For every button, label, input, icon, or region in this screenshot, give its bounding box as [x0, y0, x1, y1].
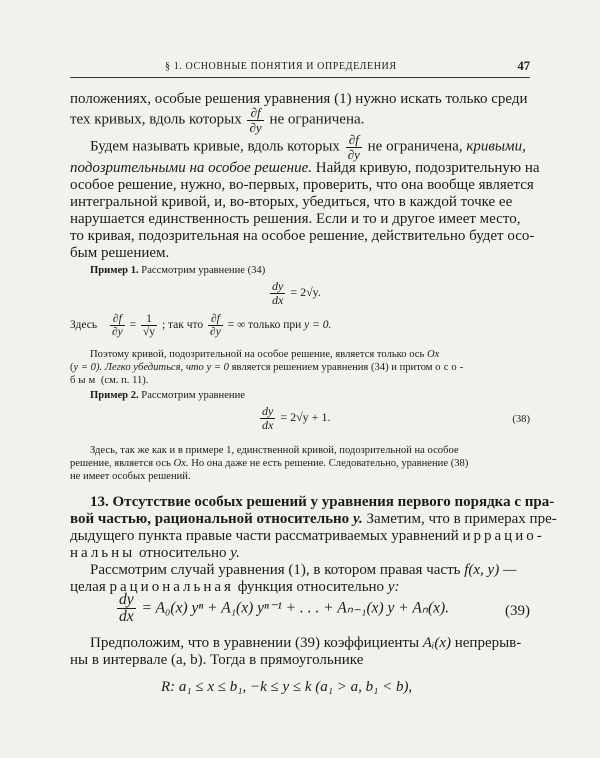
axis-ox: Ox: [427, 349, 440, 360]
example1-label: Пример 1.: [90, 265, 139, 276]
section13-line7: [90, 635, 521, 652]
example2-line1: Здесь, так же как и в примере 1, единственной кривой, подозрительной на особое: [90, 445, 459, 456]
denominator: √y: [143, 326, 156, 339]
so-that-text: ; так что: [161, 319, 204, 332]
para2-line2-text: Найдя кривую, подозрительную на: [315, 160, 540, 176]
section13-heading-var: y.: [352, 511, 363, 527]
numerator: 1: [141, 313, 157, 326]
denominator: ∂y: [347, 146, 360, 162]
fraction-df-dy-4: [208, 313, 223, 338]
equals-sign: =: [129, 319, 137, 332]
para2-line6: то кривая, подозрительная на особое решение, действительно будет осо-: [70, 228, 535, 244]
para1-line2-text: тех кривых, вдоль которых: [70, 111, 242, 128]
section13-line2: [70, 511, 557, 528]
section13-line8: ны в интервале (a, b). Тогда в прямоугольнике: [70, 652, 364, 668]
example1-intro: [90, 264, 265, 277]
para2-line1: [90, 133, 526, 161]
section13-line3: [70, 528, 545, 545]
denominator: dx: [272, 292, 284, 307]
para1-line2: [70, 106, 364, 134]
header-rule: [70, 77, 530, 78]
function-f: f(x, y) —: [464, 562, 517, 578]
example1-para-line2: [70, 361, 466, 374]
numerator: ∂f: [250, 105, 261, 120]
spaced-nalny: нальны: [70, 545, 136, 561]
example1-here-line: [70, 313, 331, 338]
example1-text: Рассмотрим уравнение (34): [141, 265, 266, 276]
example1-p1: Поэтому кривой, подозрительной на особое решение, является только ось: [90, 349, 425, 360]
equation-number-39: (39): [505, 603, 530, 619]
rectangle-r: R: a₁ ≤ x ≤ b₁, −k ≤ y ≤ k (a₁ > a, b₁ < b),: [161, 679, 413, 695]
axis-ox-2: Ox.: [173, 458, 189, 469]
here-word: Здесь: [70, 319, 98, 332]
numerator: ∂f: [348, 132, 359, 147]
fraction-dy-dx: [270, 280, 285, 306]
denominator: ∂y: [111, 326, 123, 339]
equation-39: [115, 592, 449, 626]
fraction-df-dy: [247, 106, 263, 134]
denominator: dx: [262, 417, 274, 432]
spaced-ratsionalnaya: рациональная: [109, 579, 234, 595]
example1-p3: (см. п. 11).: [100, 375, 149, 386]
denominator: ∂y: [249, 119, 262, 135]
numerator: dy: [272, 279, 284, 293]
section13-l4: относительно: [139, 545, 227, 561]
var-y: y.: [230, 545, 240, 561]
example2-line2: [70, 457, 468, 470]
y-zero: y = 0.: [304, 319, 332, 332]
para2-line4: интегральной кривой, и, во-вторых, убедиться, что в каждой точке ее: [70, 194, 513, 210]
para2-line7: бым решением.: [70, 245, 170, 261]
denominator: dx: [119, 608, 134, 626]
section13-l6c: функция относительно: [237, 579, 385, 595]
numerator: ∂f: [210, 313, 220, 325]
section13-heading-line1: 13. Отсутствие особых решений у уравнения первого порядка с пра-: [90, 494, 555, 510]
running-header: [70, 61, 530, 75]
para2-line5: нарушается единственность решения. Если и то и другое имеет место,: [70, 211, 521, 227]
numerator: dy: [262, 404, 274, 418]
example2-label: Пример 2.: [90, 390, 139, 401]
equation-39-rhs: = A₀(x) yⁿ + A₁(x) yⁿ⁻¹ + . . . + Aₙ₋₁(x) y + Aₙ(x).: [141, 599, 450, 617]
fraction-df-dy-2: [346, 133, 362, 161]
example2-equation: [258, 405, 330, 431]
example2-l2c: Но она даже не есть решение. Следовательно, уравнение (38): [191, 458, 469, 469]
section13-l6a: целая: [70, 579, 106, 595]
section13-l5: Рассмотрим случай уравнения (1), в котором правая часть: [90, 562, 461, 578]
fraction-df-dy-3: [110, 313, 125, 338]
coefficient-ai: Aᵢ(x): [422, 635, 451, 651]
example1-para-line1: [90, 348, 439, 361]
y-eq-zero: y = 0: [206, 362, 229, 373]
rectangle-definition: [161, 679, 412, 696]
header-title: § 1. ОСНОВНЫЕ ПОНЯТИЯ И ОПРЕДЕЛЕНИЯ: [165, 61, 397, 72]
example2-intro: [90, 389, 245, 402]
fraction-dy-dx-3: [117, 592, 136, 626]
section13-line4: [70, 545, 240, 562]
para1-line2-end: не ограничена.: [269, 111, 365, 128]
equation-number-38: (38): [512, 414, 530, 425]
fraction-dy-dx-2: [260, 405, 275, 431]
example1-equation: [268, 280, 321, 306]
example2-line3: не имеет особых решений.: [70, 471, 191, 482]
spaced-osob: осо-: [435, 362, 467, 373]
spaced-irratsio: иррацио-: [462, 528, 545, 544]
example2-text: Рассмотрим уравнение: [141, 390, 245, 401]
section13-line5: [90, 562, 516, 579]
page-number: 47: [517, 59, 530, 73]
para2-line1-italic: кривыми,: [466, 138, 526, 155]
para2-line1-text: Будем называть кривые, вдоль которых: [90, 138, 340, 155]
para2-line3: особое решение, нужно, во-первых, проверить, что она вообще является: [70, 177, 534, 193]
numerator: dy: [119, 591, 134, 608]
paren: (: [70, 362, 74, 373]
example2-l2a: решение, является ось: [70, 458, 171, 469]
fraction-one-sqrt-y: [141, 313, 157, 338]
example1-para-line3: [70, 374, 148, 387]
example2-eq-rhs: = 2√y + 1.: [280, 409, 331, 424]
example1-p2d: является решением уравнения (34) и притом: [231, 362, 433, 373]
para2-line2: [70, 160, 540, 177]
para1-line1: положениях, особые решения уравнения (1) нужно искать только среди: [70, 91, 528, 107]
para2-line2-italic: подозрительными на особое решение.: [70, 160, 312, 176]
example1-p2b: y = 0). Легко убедиться, что: [73, 362, 204, 373]
numerator: ∂f: [112, 313, 122, 325]
section13-l7c: непрерыв-: [454, 635, 522, 651]
section13-l7a: Предположим, что в уравнении (39) коэффициенты: [90, 635, 420, 651]
denominator: ∂y: [210, 326, 221, 339]
para2-line1-mid: не ограничена,: [367, 138, 463, 155]
section13-l3: дыдущего пункта правые части рассматриваемых уравнений: [70, 528, 459, 544]
example1-eq-rhs: = 2√y.: [290, 284, 321, 299]
spaced-bym: бым: [70, 375, 99, 386]
section13-heading-end: вой частью, рациональной относительно: [70, 511, 350, 527]
var-y-2: y:: [387, 579, 400, 595]
inf-text: = ∞ только при: [227, 319, 302, 332]
section13-l2c: Заметим, что в примерах пре-: [366, 511, 557, 527]
